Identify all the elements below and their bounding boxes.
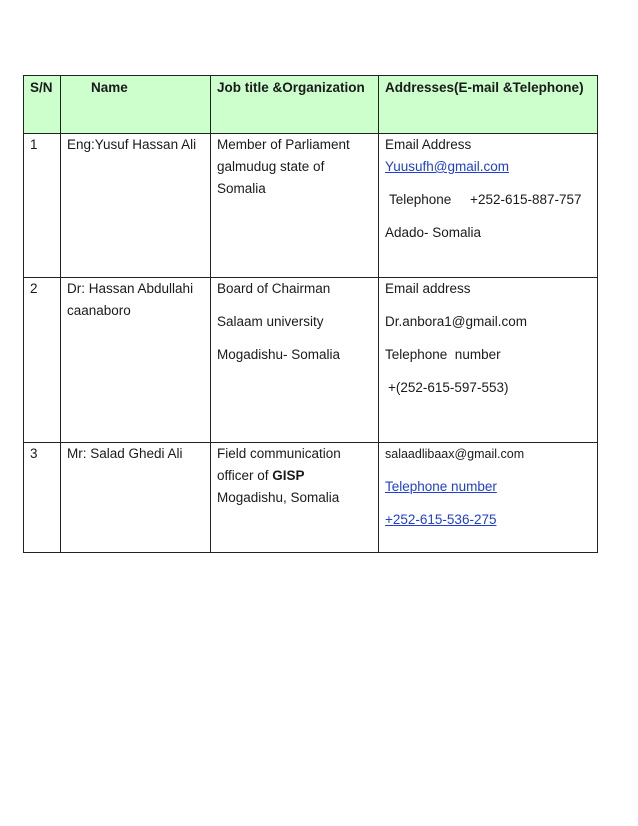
job-line: Member of Parliament [217, 137, 350, 152]
header-address-line2: &Telephone) [502, 80, 584, 95]
header-name: Name [61, 76, 211, 134]
telephone-number-link[interactable]: +252-615-536-275 [385, 512, 497, 527]
job-line-text: officer of [217, 468, 269, 483]
cell-address [379, 278, 598, 443]
header-job-line1: Job title [217, 80, 269, 95]
name-line: caanaboro [67, 303, 131, 318]
job-line [217, 465, 372, 487]
cell-sn: 2 [24, 278, 61, 443]
header-job-line2: &Organization [272, 80, 365, 95]
table-row [24, 134, 598, 278]
header-address-line1: Addresses(E-mail [385, 80, 500, 95]
job-line: Board of Chairman [217, 281, 331, 296]
telephone-label-link[interactable]: Telephone number [385, 479, 497, 494]
header-job [211, 76, 379, 134]
email-label: Email address [385, 281, 471, 296]
table-row [24, 443, 598, 553]
job-line: galmudug state of [217, 159, 325, 174]
name-line: Dr: Hassan Abdullahi [67, 281, 194, 296]
cell-address [379, 134, 598, 278]
header-sn: S/N [24, 76, 61, 134]
cell-sn: 3 [24, 443, 61, 553]
cell-address [379, 443, 598, 553]
email-label: Email Address [385, 137, 472, 152]
cell-name: Mr: Salad Ghedi Ali [61, 443, 211, 553]
cell-name [61, 278, 211, 443]
telephone-number: +(252-615-597-553) [388, 380, 509, 395]
email-text: Dr.anbora1@gmail.com [385, 314, 528, 329]
telephone-label: Telephone number [385, 347, 501, 362]
job-line: Mogadishu- Somalia [217, 347, 341, 362]
table-header-row [24, 76, 598, 134]
cell-name: Eng:Yusuf Hassan Ali [61, 134, 211, 278]
organization-name: GISP [272, 468, 305, 483]
telephone-text: Telephone +252-615-887-757 [389, 192, 582, 207]
cell-job [211, 443, 379, 553]
job-line: Somalia [217, 181, 266, 196]
cell-job [211, 278, 379, 443]
location-text: Adado- Somalia [385, 225, 482, 240]
job-line: Salaam university [217, 314, 324, 329]
job-line: Field communication [217, 446, 341, 461]
cell-sn: 1 [24, 134, 61, 278]
header-address [379, 76, 598, 134]
job-line: Mogadishu, Somalia [217, 490, 340, 505]
cell-job [211, 134, 379, 278]
contacts-table [23, 75, 598, 553]
table-row [24, 278, 598, 443]
email-link[interactable]: Yuusufh@gmail.com [385, 159, 510, 174]
email-text: salaadlibaax@gmail.com [385, 447, 525, 461]
